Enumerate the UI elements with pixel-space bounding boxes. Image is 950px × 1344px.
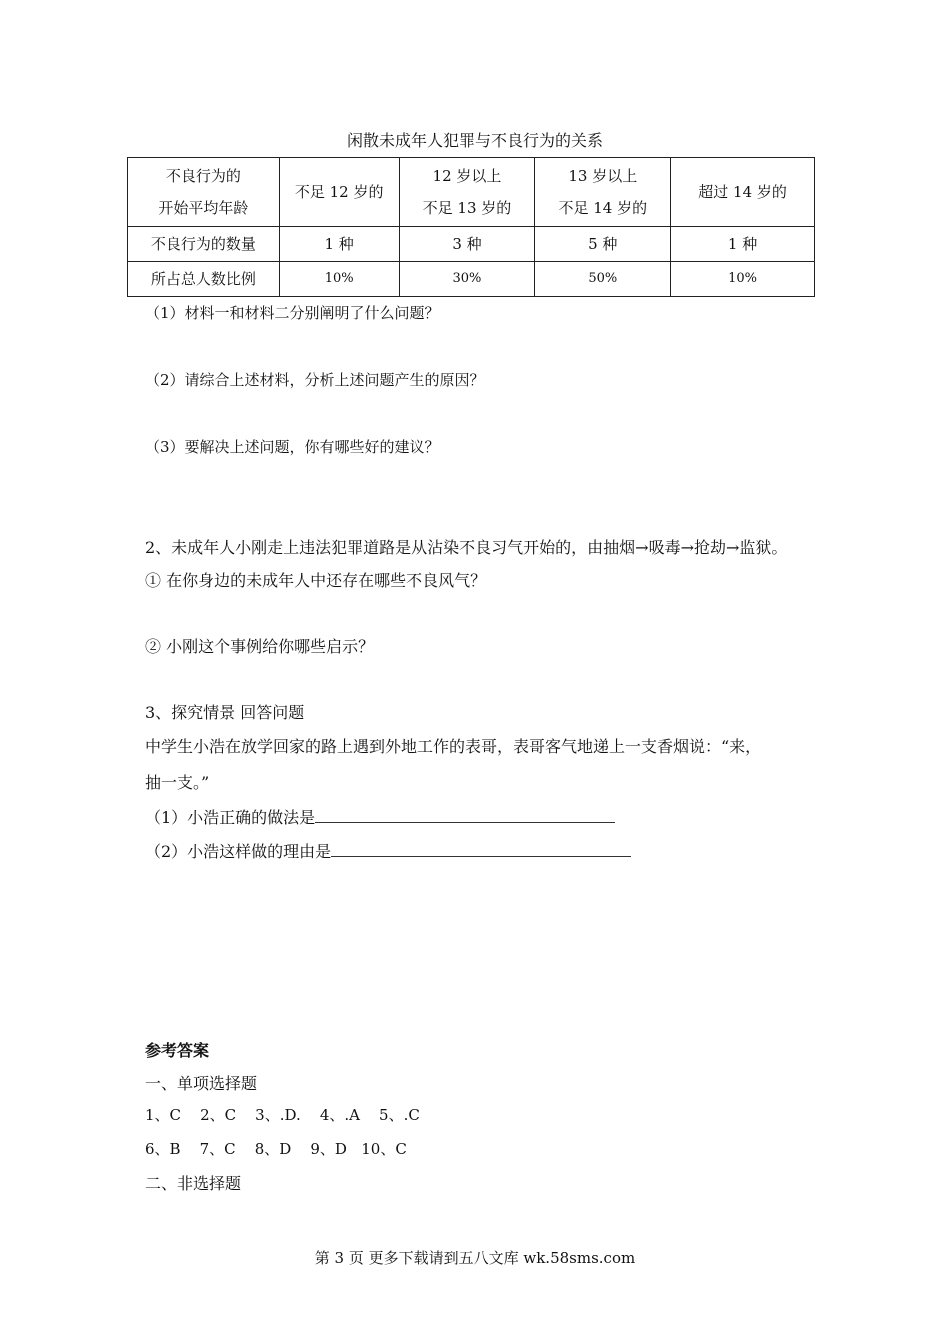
answer-blank-1[interactable]	[315, 808, 615, 823]
q3-title: 3、探究情景 回答问题	[145, 703, 305, 722]
q1-sub2: （2）请综合上述材料，分析上述问题产生的原因？	[145, 371, 485, 389]
table-cell: 10%	[671, 262, 815, 297]
q3-story-line2: 抽一支。”	[145, 773, 210, 792]
header-col2	[399, 158, 535, 227]
table-cell: 1 种	[671, 227, 815, 262]
header-col4: 超过 14 岁的	[671, 158, 815, 227]
table-cell: 50%	[535, 262, 671, 297]
header-label-cell	[128, 158, 280, 227]
answers-section2: 二、非选择题	[145, 1174, 242, 1193]
q1-sub3: （3）要解决上述问题，你有哪些好的建议？	[145, 438, 440, 456]
table-caption: 闲散未成年人犯罪与不良行为的关系	[346, 131, 603, 150]
answers-line1: 1、C 2、C 3、.D. 4、.A 5、.C	[145, 1106, 420, 1124]
table-cell: 5 种	[535, 227, 671, 262]
q3-sub2-label: （2）小浩这样做的理由是	[145, 842, 332, 861]
header-col3	[535, 158, 671, 227]
header-col2-line2: 不足 13 岁的	[422, 199, 512, 217]
header-label-line2: 开始平均年龄	[158, 199, 249, 217]
table-row	[128, 227, 815, 262]
table-cell: 3 种	[399, 227, 535, 262]
page-footer: 第 3 页 更多下载请到五八文库 wk.58sms.com	[314, 1249, 636, 1267]
q3-sub2-line	[145, 839, 631, 862]
row-label: 不良行为的数量	[128, 227, 280, 262]
table-header-row	[128, 158, 815, 227]
table-cell: 10%	[279, 262, 399, 297]
header-col3-line1: 13 岁以上	[568, 167, 638, 185]
answers-heading: 参考答案	[145, 1041, 210, 1060]
answer-blank-2[interactable]	[331, 842, 631, 857]
table-cell: 30%	[399, 262, 535, 297]
answers-line2: 6、B 7、C 8、D 9、D 10、C	[145, 1140, 407, 1158]
table-cell: 1 种	[279, 227, 399, 262]
row-label: 所占总人数比例	[128, 262, 280, 297]
header-label-line1: 不良行为的	[165, 167, 241, 185]
answers-section1: 一、单项选择题	[145, 1074, 258, 1093]
table-row	[128, 262, 815, 297]
q2-stem: 2、未成年人小刚走上违法犯罪道路是从沾染不良习气开始的，由抽烟→吸毒→抢劫→监狱。	[145, 538, 788, 557]
q2-part1: ① 在你身边的未成年人中还存在哪些不良风气？	[145, 571, 487, 590]
header-col2-line1: 12 岁以上	[432, 167, 502, 185]
data-table	[127, 157, 815, 297]
header-col3-line2: 不足 14 岁的	[558, 199, 648, 217]
q1-sub1: （1）材料一和材料二分别阐明了什么问题？	[145, 304, 440, 322]
q3-sub1-line	[145, 805, 615, 828]
header-col1: 不足 12 岁的	[279, 158, 399, 227]
q3-sub1-label: （1）小浩正确的做法是	[145, 808, 316, 827]
q2-part2: ② 小刚这个事例给你哪些启示？	[145, 637, 375, 656]
q3-story-line1: 中学生小浩在放学回家的路上遇到外地工作的表哥，表哥客气地递上一支香烟说：“来，	[145, 737, 762, 756]
